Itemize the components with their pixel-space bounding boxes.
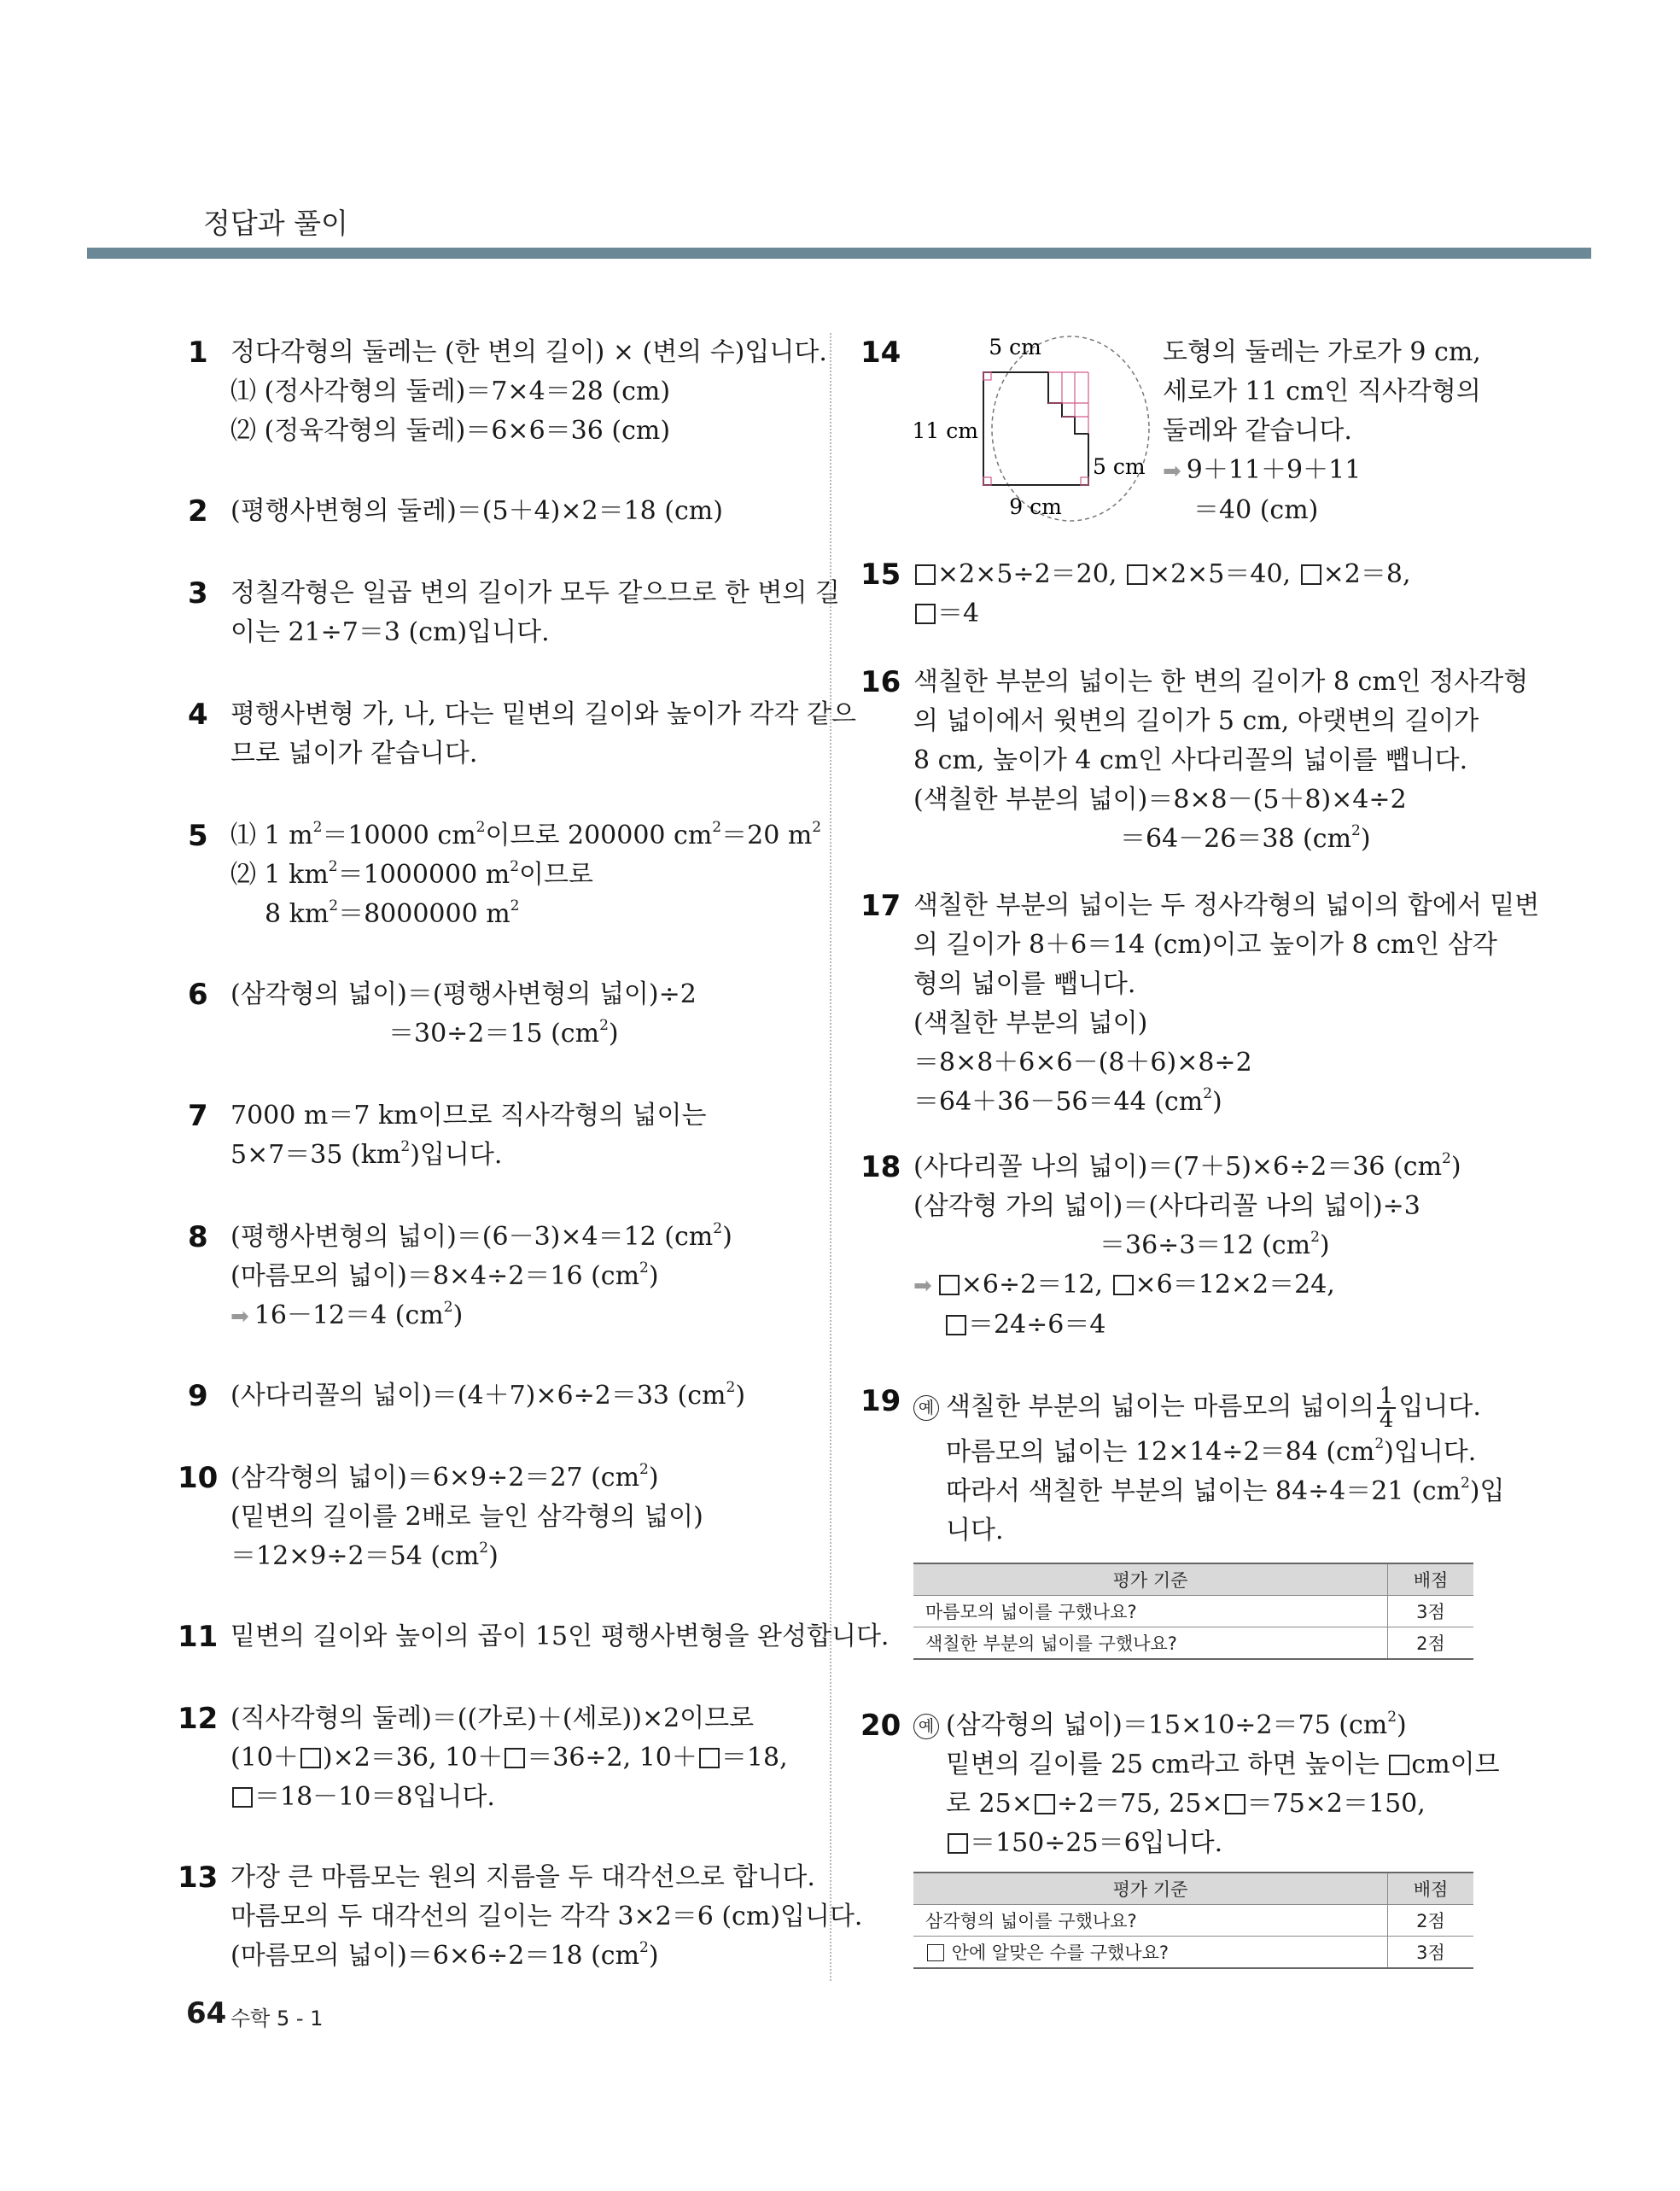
line: 평행사변형 가, 나, 다는 밑변의 길이와 높이가 각각 같으 <box>230 699 856 729</box>
line: ＝24÷6＝4 <box>913 1306 1461 1345</box>
table-cell: 마름모의 넓이를 구했나요? <box>913 1596 1388 1627</box>
problem-19 <box>860 1382 1505 1551</box>
blank-box <box>1127 564 1147 585</box>
line: ＝30÷2＝15 $(cm^2)$ <box>388 1017 619 1049</box>
header-rule <box>87 248 1591 259</box>
table-cell: 3점 <box>1388 1937 1474 1969</box>
line: (마름모의 넓이)＝8×4÷2＝16 $(cm^2)$ <box>230 1259 659 1291</box>
line: 7000 m＝7 km이므로 직사각형의 넓이는 <box>230 1101 707 1131</box>
blank-box <box>699 1748 720 1768</box>
table-header-row <box>913 1873 1473 1905</box>
figure-label-left: 11 cm <box>912 418 978 443</box>
circle-outline <box>992 336 1149 521</box>
blank-box <box>232 1787 253 1808</box>
problem-number: 12 <box>178 1702 219 1736</box>
line: 가장 큰 마름모는 원의 지름을 두 대각선으로 합니다. <box>230 1862 815 1892</box>
line: (색칠한 부분의 넓이)＝8×8－(5＋8)×4÷2 <box>913 785 1407 815</box>
figure-label-right: 5 cm <box>1093 454 1146 479</box>
line: (삼각형의 넓이)＝(평행사변형의 넓이)÷2 <box>230 979 697 1009</box>
line: 5×7＝35 $(km^2)$입니다. <box>230 1138 503 1170</box>
problem-2 <box>188 492 723 531</box>
line: 의 길이가 8＋6＝14 (cm)이고 높이가 8 cm인 삼각 <box>913 930 1497 960</box>
line: 도형의 둘레는 가로가 9 cm, <box>1163 337 1481 367</box>
line: (마름모의 넓이)＝6×6÷2＝18 $(cm^2)$ <box>230 1939 659 1971</box>
line: 밑변의 길이와 높이의 곱이 15인 평행사변형을 완성합니다. <box>230 1621 890 1651</box>
blank-box <box>948 1833 968 1854</box>
rubric-table-19 <box>913 1563 1473 1660</box>
line: 로 25× ÷2＝75, 25× ＝75×2＝150, <box>946 1789 1426 1819</box>
problem-5 <box>188 816 822 934</box>
line: 이는 21÷7＝3 (cm)입니다. <box>230 617 550 647</box>
right-angle-mark <box>1081 477 1088 485</box>
line: 둘레와 같습니다. <box>1163 416 1352 446</box>
line: 형의 넓이를 뺍니다. <box>913 969 1136 999</box>
problem-number: 20 <box>860 1709 901 1743</box>
line: (사다리꼴 나의 넓이)＝(7＋5)×6÷2＝36 $(cm^2)$ <box>913 1150 1461 1182</box>
figure-label-bottom: 9 cm <box>1009 494 1062 519</box>
table-header: 평가 기준 <box>913 1873 1388 1905</box>
problem-18 <box>860 1148 1461 1345</box>
blank-box <box>1301 564 1321 585</box>
line: (삼각형의 넓이)＝6×9÷2＝27 $(cm^2)$ <box>230 1461 659 1493</box>
line: ⑵ (정육각형의 둘레)＝6×6＝36 (cm) <box>230 416 671 446</box>
problem-number: 4 <box>188 698 208 732</box>
problem-8 <box>188 1218 732 1336</box>
blank-box <box>915 564 936 585</box>
problem-number: 15 <box>860 558 901 592</box>
problem-number: 16 <box>860 665 901 699</box>
figure-14 <box>903 333 1159 529</box>
problem-number: 7 <box>188 1099 208 1133</box>
right-angle-mark <box>983 372 991 380</box>
line: 정다각형의 둘레는 (한 변의 길이) × (변의 수)입니다. <box>230 337 827 367</box>
line: 8 $km^2=8000000$ $m^2$ <box>265 897 520 929</box>
line: ＝36÷3＝12 $(cm^2)$ <box>1100 1229 1330 1260</box>
line: ＝18－10＝8입니다. <box>230 1778 788 1817</box>
line: ＝4 <box>913 594 1411 634</box>
table-cell: 2점 <box>1388 1905 1474 1937</box>
line: (사다리꼴의 넓이)＝(4＋7)×6÷2＝33 $(cm^2)$ <box>230 1379 746 1411</box>
problem-number: 1 <box>188 336 208 370</box>
line: ➡ ×6÷2＝12, ×6＝12×2＝24, <box>913 1270 1335 1300</box>
table-header: 배점 <box>1388 1873 1474 1905</box>
page-number: 64 <box>186 1996 227 2030</box>
arrow-right-icon: ➡ <box>230 1304 249 1329</box>
arrow-right-icon: ➡ <box>1163 459 1181 484</box>
line: ＝40 (cm) <box>1193 495 1319 525</box>
problem-number: 13 <box>178 1861 219 1895</box>
line: 마름모의 넓이는 12×14÷2＝84 $(cm^2)$입니다. <box>946 1435 1477 1467</box>
problem-7 <box>188 1096 707 1175</box>
line: 밑변의 길이를 25 cm라고 하면 높이는 cm이므 <box>946 1750 1500 1779</box>
figure-label-top: 5 cm <box>989 335 1041 359</box>
arrow-right-icon: ➡ <box>913 1273 932 1299</box>
line: 마름모의 두 대각선의 길이는 각각 3×2＝6 (cm)입니다. <box>230 1902 863 1931</box>
footer-subject: 수학 5 - 1 <box>230 2007 324 2030</box>
line: ➡ 16－12＝4 $(cm^2)$ <box>230 1299 464 1330</box>
problem-number: 10 <box>178 1461 219 1495</box>
line: (색칠한 부분의 넓이) <box>913 1008 1148 1038</box>
rubric-table-20 <box>913 1872 1473 1969</box>
line: (삼각형 가의 넓이)＝(사다리꼴 나의 넓이)÷3 <box>913 1191 1420 1221</box>
blank-box <box>946 1315 966 1335</box>
table-header-row <box>913 1563 1473 1596</box>
blank-box <box>1389 1755 1409 1775</box>
problem-15 <box>860 555 1411 634</box>
blank-box <box>915 604 936 624</box>
problem-number: 6 <box>188 978 208 1012</box>
table-row <box>913 1596 1473 1627</box>
problem-16 <box>860 663 1529 859</box>
problem-11 <box>178 1617 890 1656</box>
blank-box <box>1035 1794 1055 1814</box>
line: 색칠한 부분의 넓이는 두 정사각형의 넓이의 합에서 밑변 <box>913 891 1540 920</box>
line: 므로 넓이가 같습니다. <box>230 739 478 768</box>
blank-box <box>1225 1794 1245 1814</box>
line: ⑴ 1 $m^2=10000$ $cm^2$이므로 200000 $cm^2=20$ $m^2$ <box>230 819 822 850</box>
problem-number: 17 <box>860 889 901 923</box>
line: ⑵ 1 $km^2=1000000$ $m^2$이므로 <box>230 858 593 890</box>
problem-12 <box>178 1699 788 1817</box>
line: ＝8×8＋6×6－(8＋6)×8÷2 <box>913 1048 1252 1078</box>
line: ＝150÷25＝6입니다. <box>913 1824 1500 1863</box>
line: ＝64－26＝38 $(cm^2)$ <box>1120 822 1371 854</box>
table-row <box>913 1937 1473 1969</box>
right-angle-mark <box>983 477 991 485</box>
line: 니다. <box>946 1516 1004 1545</box>
problem-1 <box>188 333 827 451</box>
line: 예 색칠한 부분의 넓이는 마름모의 넓이의 $\frac{1}{4}$ 입니다. <box>913 1382 1504 1433</box>
line: ⑴ (정사각형의 둘레)＝7×4＝28 (cm) <box>230 377 671 406</box>
line: 세로가 11 cm인 직사각형의 <box>1163 377 1481 406</box>
table-cell: 안에 알맞은 수를 구했나요? <box>913 1937 1388 1969</box>
line: 정칠각형은 일곱 변의 길이가 모두 같으므로 한 변의 길 <box>230 578 840 608</box>
line: ＝12×9÷2＝54 $(cm^2)$ <box>230 1540 499 1571</box>
problem-6 <box>188 975 697 1054</box>
problem-number: 3 <box>188 576 208 611</box>
problem-17 <box>860 886 1540 1122</box>
fraction: $\frac{1}{4}$ <box>1377 1385 1397 1431</box>
line: (밑변의 길이를 2배로 늘인 삼각형의 넓이) <box>230 1502 703 1532</box>
problem-13 <box>178 1858 863 1976</box>
line: (평행사변형의 넓이)＝(6－3)×4＝12 $(cm^2)$ <box>230 1220 732 1252</box>
table-cell: 3점 <box>1388 1596 1474 1627</box>
problem-4 <box>188 695 856 774</box>
line: (10＋ )×2＝36, 10＋ ＝36÷2, 10＋ ＝18, <box>230 1743 788 1773</box>
problem-20 <box>860 1706 1500 1863</box>
problem-number: 8 <box>188 1220 208 1254</box>
table-row <box>913 1627 1473 1660</box>
problem-3 <box>188 574 840 652</box>
problem-number: 14 <box>860 336 901 370</box>
line: 의 넓이에서 윗변의 길이가 5 cm, 아랫변의 길이가 <box>913 706 1479 736</box>
line: 8 cm, 높이가 4 cm인 사다리꼴의 넓이를 뺍니다. <box>913 745 1468 775</box>
line: 색칠한 부분의 넓이는 한 변의 길이가 8 cm인 정사각형 <box>913 667 1529 697</box>
table-header: 배점 <box>1388 1563 1474 1596</box>
problem-number: 5 <box>188 819 208 853</box>
table-header: 평가 기준 <box>913 1563 1388 1596</box>
line: ＝64＋36－56＝44 $(cm^2)$ <box>913 1085 1222 1117</box>
table-row <box>913 1905 1473 1937</box>
table-cell: 색칠한 부분의 넓이를 구했나요? <box>913 1627 1388 1660</box>
page-header-title: 정답과 풀이 <box>203 207 348 240</box>
problem-number: 19 <box>860 1384 901 1418</box>
blank-box <box>1113 1275 1134 1295</box>
blank-box <box>927 1944 944 1961</box>
line: ➡ 9＋11＋9＋11 <box>1163 455 1362 485</box>
problem-9 <box>188 1376 746 1416</box>
line: 예 (삼각형의 넓이)＝15×10÷2＝75 $(cm^2)$ <box>913 1706 1500 1745</box>
line: (직사각형의 둘레)＝((가로)＋(세로))×2이므로 <box>230 1703 755 1733</box>
problem-number: 18 <box>860 1150 901 1184</box>
line: 따라서 색칠한 부분의 넓이는 84÷4＝21 $(cm^2)$입 <box>946 1475 1505 1506</box>
blank-box <box>505 1748 525 1768</box>
example-mark: 예 <box>913 1714 939 1739</box>
problem-number: 9 <box>188 1379 208 1413</box>
problem-14-text <box>1163 333 1481 530</box>
line: (평행사변형의 둘레)＝(5＋4)×2＝18 (cm) <box>230 496 723 526</box>
blank-box <box>300 1748 321 1768</box>
table-cell: 삼각형의 넓이를 구했나요? <box>913 1905 1388 1937</box>
line: ×2×5÷2＝20, ×2×5＝40, ×2＝8, <box>913 555 1411 594</box>
problem-number: 2 <box>188 494 208 529</box>
problem-10 <box>178 1458 703 1576</box>
problem-number: 11 <box>178 1620 219 1654</box>
blank-box <box>939 1275 960 1295</box>
table-cell: 2점 <box>1388 1627 1474 1660</box>
example-mark: 예 <box>913 1395 939 1421</box>
